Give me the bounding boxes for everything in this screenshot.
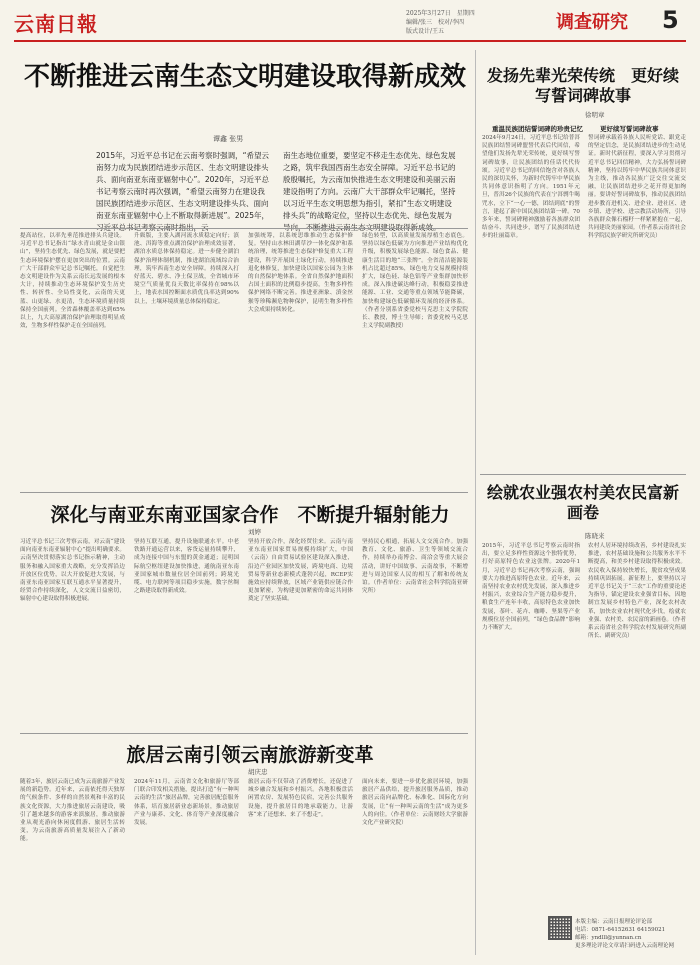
article3-col1: 随着3年，旅居云南已成为云南旅游产业发展的新趋势。近年来，云南依托得天独厚的气候条件、多样的自然景观和丰富的民族文化资源，大力推进旅居云南建设，吸引了越来越多的游客来滇旅居，推动旅游业从观光游向休闲度假游、旅居生活转变，为云南旅游高质量发展注入了新动能。 [20, 779, 125, 843]
footer-phone: 电话：0871-64152631 64159021 [575, 927, 666, 933]
article3-col3: 旅居云南不仅带动了消费增长，还促进了城乡融合发展和乡村振兴。各地积极盘活闲置农房、发展特色民宿，完善公共服务设施，提升旅居目的地承载能力，让游客“来了还想来、来了不想走”。 [248, 779, 353, 818]
divider [20, 733, 468, 734]
article2-col1: 习近平总书记三次考察云南，对云南“建设面向南亚东南亚辐射中心”提出明确要求。云南坚决贯彻落实总书记指示精神，主动服务和融入国家重大战略，充分发挥沿边开放区位优势，以大开放促进大发展，与南亚东南亚国家互联互通水平显著提升，经贸合作持续深化，人文交流日益密切，辐射中心建设取得积极进展。 [20, 539, 125, 603]
article3-col2: 2024年11月，云南省文化和旅游厅等部门联合印发相关措施，提出打造“有一种叫云南的生活”旅居品牌，完善旅居配套服务体系，培育旅居新业态新场景，推动旅居产业与康养、文化、体育等产业深度融合发展。 [134, 779, 239, 827]
article2-title: 深化与南亚东南亚国家合作 不断提升辐射能力 [50, 504, 450, 526]
article1-col4: 绿色转型，以高质量发展厚植生态底色。坚持以绿色低碳为方向推进产业结构优化升级，积极发展绿色能源、绿色食品、健康生活目的地“三张牌”。全省清洁能源装机占比超过85%，绿色电力交易规模持续扩大，绿色硅、绿色铝等产业集群加快形成。深入推进碳达峰行动，积极稳妥推进能源、工业、交通等重点领域节能降碳，加快构建绿色低碳循环发展的经济体系。（作者分别系省委党校马克思主义学院院长、教授，博士生导师；省委党校马克思主义学院副教授） [362, 233, 468, 330]
masthead-logo: 云南日報 [14, 12, 98, 36]
editor-credit: 编辑/张三 校对/李四 [406, 19, 465, 26]
issue-date: 2025年3月27日 星期四 [406, 10, 475, 17]
article4-subhead-1: 重温民族团结誓词碑的珍贵记忆 [492, 125, 583, 133]
footer-qr-note: 更多理论评论文章请扫码进入云南理论网 [575, 943, 675, 949]
section-title: 调查研究 [556, 12, 628, 33]
article5-author: 陈晓来 [585, 532, 605, 540]
article5-col2: 农村人居环境持续改善，乡村建设扎实推进，农村基础设施和公共服务水平不断提高，和美乡村建设取得积极成效。农民收入保持较快增长，脱贫攻坚成果持续巩固拓展。新征程上，要坚持以习近平总书记关于“三农”工作的重要论述为指导，锚定建设农业强省目标，因地制宜发展乡村特色产业，深化农村改革，加快农业农村现代化步伐，绘就农业强、农村美、农民富的新画卷。（作者系云南省社会科学院农村发展研究所副所长、副研究员） [588, 543, 686, 640]
divider [20, 492, 468, 493]
article1-col2: 升級版，主要入湖河流水质稳定向好；滇池、洱海等重点湖泊保护治理成效显著，湖泊水质总体保持稳定。进一步健全湖泊保护治理体制机制，推进湖泊流域综合治理，筑牢西南生态安全屏障。持续深入打好蓝天、碧水、净土保卫战，全省城市环境空气质量优良天数比率保持在98%以上，地表水国控断面水质优良率达到90%以上，土壤环境质量总体保持稳定。 [134, 233, 239, 305]
article1-author: 谭鑫 张男 [213, 135, 244, 143]
page-header [14, 6, 686, 42]
article3-title: 旅居云南引领云南旅游新变革 [126, 744, 374, 766]
qr-code-icon[interactable] [548, 916, 572, 940]
article4-subhead-2: 更好续写誓词碑故事 [600, 125, 659, 133]
article2-author: 刘婷 [248, 528, 261, 536]
article4-author: 徐明章 [585, 111, 605, 119]
article1-lead-right: 南生态地位重要，要坚定不移走生态优先、绿色发展之路，筑牢我国西南生态安全屏障。习近平总书记的殷殷嘱托，为云南加快推进生态文明建设和美丽云南建设指明了方向。云南广大干部群众牢记嘱托，坚持以习近平生态文明思想为指引，紧扣“生态文明建设排头兵”的战略定位，坚持以生态优先、绿色发展为 [283, 151, 456, 220]
article1-lead-left: 2015年，习近平总书记在云南考察时强调，“希望云南努力成为民族团结进步示范区、生态文明建设排头兵、面向南亚东南亚辐射中心”。2020年，习近平总书记考察云南时再次强调，“希望云南努力在建设我国民族团结进步示范区、生态文明建设排头兵、面向南亚东南亚辐射中心上不断取得新进展”。2025年， [96, 151, 269, 220]
article4-title: 发扬先辈光荣传统 更好续写誓词碑故事 [486, 66, 679, 105]
article4-col2: 誓词碑承载着各族人民听党话、跟党走的坚定信念，是民族团结进步的生动见证。新时代新征程，要深入学习贯彻习近平总书记回信精神，大力弘扬誓词碑精神，坚持以铸牢中华民族共同体意识为主线，推动各民族广泛交往交流交融，让民族团结进步之花开得更加绚丽。要讲好誓词碑故事，推动民族团结进步教育进机关、进企业、进社区、进乡镇、进学校、进宗教活动场所，引导各族群众像石榴籽一样紧紧抱在一起，共同建设美丽家园。（作者系云南省社会科学院民族学研究所研究员） [588, 135, 686, 240]
article5-title: 绘就农业强农村美农民富新画卷 [486, 483, 679, 522]
article1-col3: 加强统筹，以系统思维推动生态保护修复。坚持山水林田湖草沙一体化保护和系统治理，统筹推进生态保护修复重大工程建设，科学开展国土绿化行动，持续推进退化林修复，加快建设以国家公园为主体的自然保护地体系。全省自然保护地面积占国土面积的比例稳步提高，生物多样性保护网络不断完善。推进亚洲象、滇金丝猴等珍稀濒危物种保护，昆明生物多样性大会成果持续转化。 [248, 233, 353, 313]
article5-col1: 2015年，习近平总书记考察云南时指出，要立足多样性资源这个独特优势，打好高原特色农业这张牌。2020年1月，习近平总书记再次考察云南，强调要大力推进高原特色农业。近年来，云南坚持农业农村优先发展，深入推进乡村振兴，农业综合生产能力稳步提升，粮食生产连年丰收，高原特色农业加快发展，茶叶、花卉、咖啡、坚果等产业规模位居全国前列，“绿色食品牌”影响力不断扩大。 [482, 543, 580, 632]
article3-col4: 面向未来，要进一步优化旅居环境，加强旅居产品供给，提升旅居服务品质，推动旅居云南向品牌化、标准化、国际化方向发展，让“有一种叫云南的生活”成为更多人的向往。（作者单位：云南财经大学旅游文化产业研究院） [362, 779, 468, 827]
header-meta [406, 9, 475, 36]
divider [20, 228, 468, 229]
article2-col2: 坚持互联互通，提升设施联通水平。中老铁路开通运营以来，客货运量持续攀升，成为连接中国与东盟的黄金通道；昆明国际航空枢纽建设加快推进，通航南亚东南亚国家城市数量位居全国前列；跨境光缆、电力联网等项目稳步实施，数字丝绸之路建设取得新成效。 [134, 539, 239, 595]
column-divider [475, 50, 476, 955]
page-footer [575, 918, 690, 950]
design-credit: 版式设计/王五 [406, 28, 445, 35]
footer-email: 邮箱：yndlll@yunnan.cn [575, 935, 642, 941]
article2-col3: 坚持开放合作，深化经贸往来。云南与南亚东南亚国家贸易规模持续扩大，中国（云南）自由贸易试验区建设深入推进，沿边产业园区加快发展，跨境电商、边境贸易等新业态新模式蓬勃兴起，RCEP实施效应持续释放，区域产业链供应链合作更加紧密，为构建更加紧密的命运共同体奠定了坚实基础。 [248, 539, 353, 603]
article3-author: 胡庆忠 [248, 768, 268, 776]
article1-title: 不断推进云南生态文明建设取得新成效 [23, 62, 466, 92]
article1-col1: 提高站位，以率先垂范推进排头兵建设。习近平总书记指出“绿水青山就是金山银山”，坚持生态优先、绿色发展，就是要把生态环境保护摆在更加突出的位置。云南广大干部群众牢记总书记嘱托，自觉把生态文明建设作为关系云南长远发展的根本大计，持续推动生态环境保护发生历史性、转折性、全局性变化，云南的天更蓝、山更绿、水更清，生态环境质量持续保持全国前列。全省森林覆盖率达到65%以上，九大高原湖泊保护治理取得明显成效，生物多样性保护走在全国前列。 [20, 233, 125, 330]
divider [480, 474, 686, 475]
footer-editor: 本版主编：云南日报理论评论部 [575, 919, 653, 925]
page-number: 5 [662, 6, 679, 34]
article4-col1: 2024年9月24日，习近平总书记给普洱民族团结誓词碑盟誓代表后代回信，希望他们发扬先辈光荣传统，更好续写誓词碑故事，让民族团结的佳话代代传颂。习近平总书记的回信饱含对各族人民的深切关怀，为新时代铸牢中华民族共同体意识指明了方向。1951年元旦，普洱26个民族的代表在宁洱剽牛喝咒水，立下“一心一德，团结到底”的誓言，建起了新中国民族团结第一碑。70多年来，誓词碑精神激励着各族群众团结奋斗、共同进步，谱写了民族团结进步的壮丽篇章。 [482, 135, 580, 240]
article2-col4: 坚持民心相通，拓展人文交流合作。加强教育、文化、旅游、卫生等领域交流合作，持续举办南博会、商洽会等重大展会活动，讲好中国故事、云南故事，不断增进与周边国家人民的相互了解和传统友谊。（作者单位：云南省社会科学院南亚研究所） [362, 539, 468, 595]
